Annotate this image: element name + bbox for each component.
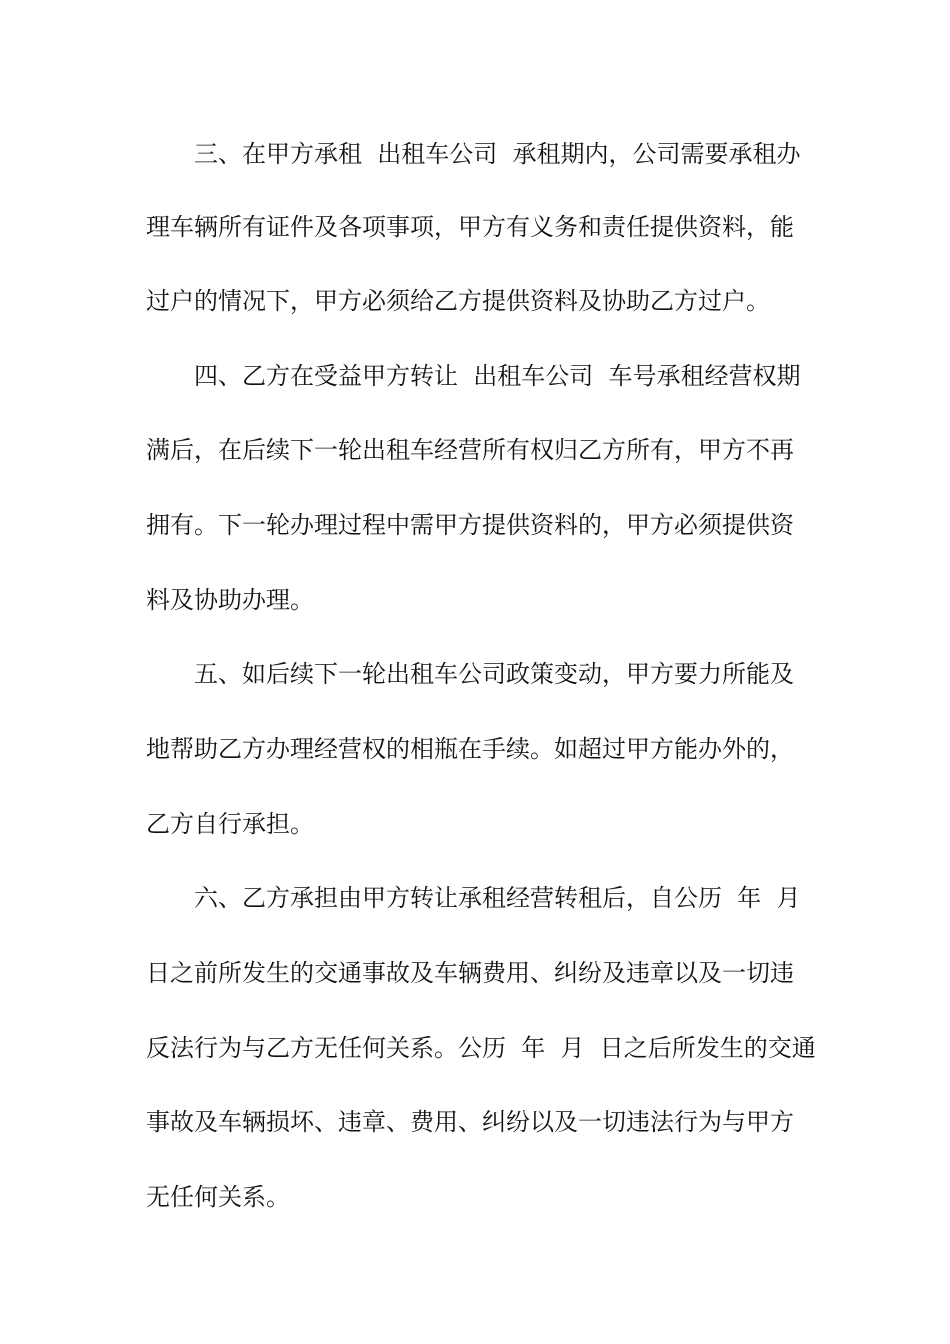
paragraph-line: 日之前所发生的交通事故及车辆费用、纠纷及违章以及一切违 (146, 959, 794, 987)
paragraph-line: 五、如后续下一轮出租车公司政策变动，甲方要力所能及 (194, 660, 794, 688)
paragraph-line: 过户的情况下，甲方必须给乙方提供资料及协助乙方过户。 (146, 287, 770, 315)
paragraph-line: 无任何关系。 (146, 1183, 290, 1211)
paragraph-line: 三、在甲方承租 出租车公司 承租期内，公司需要承租办 (194, 140, 801, 168)
paragraph-line: 事故及车辆损坏、违章、费用、纠纷以及一切违法行为与甲方 (146, 1108, 794, 1136)
paragraph-line: 乙方自行承担。 (146, 810, 314, 838)
paragraph-line: 拥有。下一轮办理过程中需甲方提供资料的，甲方必须提供资 (146, 511, 794, 539)
paragraph-line: 四、乙方在受益甲方转让 出租车公司 车号承租经营权期 (194, 362, 801, 390)
paragraph-line: 地帮助乙方办理经营权的相瓶在手续。如超过甲方能办外的， (146, 735, 794, 763)
paragraph-line: 料及协助办理。 (146, 586, 314, 614)
paragraph-line: 满后，在后续下一轮出租车经营所有权归乙方所有，甲方不再 (146, 436, 794, 464)
paragraph-line: 反法行为与乙方无任何关系。公历 年 月 日之后所发生的交通 (146, 1034, 816, 1062)
paragraph-line: 理车辆所有证件及各项事项，甲方有义务和责任提供资料，能 (146, 213, 794, 241)
paragraph-line: 六、乙方承担由甲方转让承租经营转租后，自公历 年 月 (194, 884, 801, 912)
